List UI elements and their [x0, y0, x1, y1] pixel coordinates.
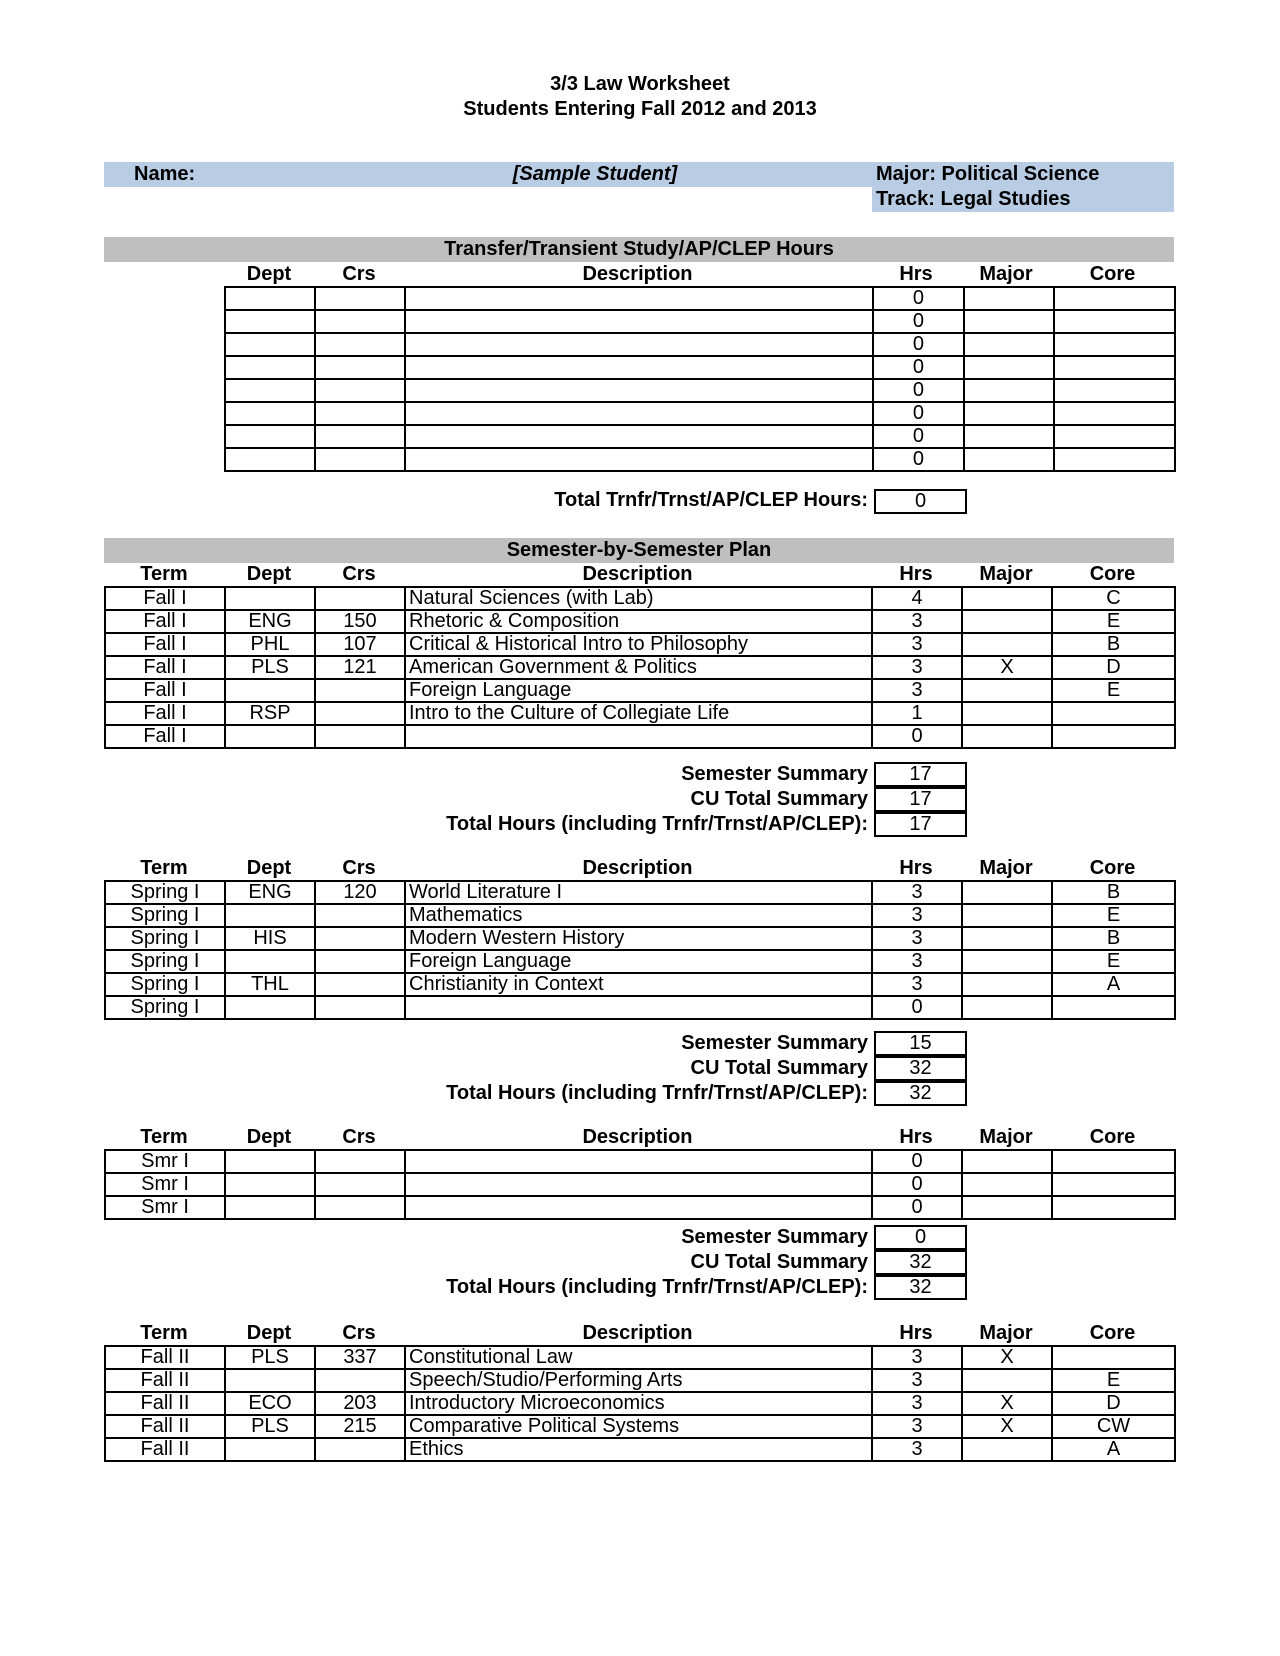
plan-header-description: Description	[582, 857, 693, 879]
cell-core[interactable]: B	[1052, 881, 1175, 904]
table-row	[105, 1392, 1175, 1415]
cell-term[interactable]: Spring I	[105, 996, 225, 1019]
cell-description[interactable]: World Literature I	[405, 881, 872, 904]
cell-hrs[interactable]: 3	[872, 927, 962, 950]
cell-hrs[interactable]: 3	[872, 1369, 962, 1392]
cell-dept[interactable]	[225, 402, 315, 425]
plan-header-core: Core	[1089, 857, 1136, 879]
cell-dept[interactable]	[225, 356, 315, 379]
plan-section-title: Semester-by-Semester Plan	[506, 539, 772, 561]
transfer-total-label: Total Trnfr/Trnst/AP/CLEP Hours:	[554, 489, 868, 511]
cell-hrs[interactable]: 3	[872, 904, 962, 927]
cell-term[interactable]: Fall II	[105, 1415, 225, 1438]
cell-description[interactable]	[405, 310, 873, 333]
cell-core[interactable]	[1052, 1173, 1175, 1196]
cell-crs[interactable]	[315, 725, 405, 748]
cell-crs[interactable]: 215	[315, 1415, 405, 1438]
cell-hrs[interactable]: 0	[873, 310, 963, 333]
transfer-table	[224, 286, 1176, 472]
table-row	[105, 973, 1175, 996]
cell-major[interactable]	[962, 610, 1052, 633]
cell-core[interactable]: C	[1052, 587, 1175, 610]
plan-header-hrs: Hrs	[899, 1322, 933, 1344]
cell-core[interactable]	[1054, 448, 1175, 471]
table-row	[225, 310, 1175, 333]
cell-hrs[interactable]: 3	[872, 610, 962, 633]
cell-dept[interactable]	[225, 448, 315, 471]
cell-major[interactable]	[962, 973, 1052, 996]
cell-description[interactable]: Constitutional Law	[405, 1346, 872, 1369]
cell-description[interactable]: American Government & Politics	[405, 656, 872, 679]
student-name: [Sample Student]	[512, 163, 678, 185]
cell-crs[interactable]	[315, 310, 405, 333]
total-hours-value: 32	[874, 1275, 967, 1300]
worksheet-subtitle: Students Entering Fall 2012 and 2013	[463, 98, 817, 120]
cell-dept[interactable]: ENG	[225, 610, 315, 633]
track-label: Track: Legal Studies	[876, 188, 1071, 210]
plan-header-dept: Dept	[246, 1322, 292, 1344]
cell-crs[interactable]	[315, 333, 405, 356]
cell-description[interactable]	[405, 448, 873, 471]
cell-description[interactable]: Comparative Political Systems	[405, 1415, 872, 1438]
plan-header-major: Major	[979, 563, 1033, 585]
cell-major[interactable]: X	[962, 656, 1052, 679]
cell-major[interactable]	[962, 679, 1052, 702]
cell-major[interactable]	[962, 1438, 1052, 1461]
table-row	[105, 950, 1175, 973]
transfer-header-core: Core	[1089, 263, 1136, 285]
cell-term[interactable]: Fall I	[105, 587, 225, 610]
cell-description[interactable]: Introductory Microeconomics	[405, 1392, 872, 1415]
cell-dept[interactable]	[225, 1369, 315, 1392]
cell-description[interactable]	[405, 356, 873, 379]
cell-major[interactable]	[964, 379, 1054, 402]
cell-crs[interactable]	[315, 1369, 405, 1392]
cell-crs[interactable]: 337	[315, 1346, 405, 1369]
table-row	[105, 1150, 1175, 1173]
cell-core[interactable]	[1054, 379, 1175, 402]
cell-crs[interactable]: 150	[315, 610, 405, 633]
cell-major[interactable]	[964, 356, 1054, 379]
cell-major[interactable]	[962, 1196, 1052, 1219]
cell-dept[interactable]: ECO	[225, 1392, 315, 1415]
semester-table	[104, 1345, 1176, 1462]
cell-dept[interactable]: THL	[225, 973, 315, 996]
cell-core[interactable]: A	[1052, 973, 1175, 996]
cell-crs[interactable]	[315, 679, 405, 702]
cell-hrs[interactable]: 0	[873, 425, 963, 448]
cell-major[interactable]	[964, 287, 1054, 310]
cell-core[interactable]: A	[1052, 1438, 1175, 1461]
cell-term[interactable]: Spring I	[105, 927, 225, 950]
cu-total-summary-label: CU Total Summary	[690, 788, 868, 810]
plan-header-hrs: Hrs	[899, 563, 933, 585]
cell-description[interactable]: Intro to the Culture of Collegiate Life	[405, 702, 872, 725]
major-label: Major: Political Science	[876, 163, 1100, 185]
cell-major[interactable]	[962, 702, 1052, 725]
cell-crs[interactable]	[315, 356, 405, 379]
cell-description[interactable]: Ethics	[405, 1438, 872, 1461]
table-row	[105, 1173, 1175, 1196]
cell-major[interactable]	[962, 881, 1052, 904]
table-row	[105, 904, 1175, 927]
plan-header-core: Core	[1089, 1126, 1136, 1148]
cell-dept[interactable]	[225, 950, 315, 973]
table-row	[105, 725, 1175, 748]
plan-header-hrs: Hrs	[899, 857, 933, 879]
semester-table	[104, 1149, 1176, 1220]
cell-hrs[interactable]: 0	[873, 333, 963, 356]
cell-core[interactable]	[1052, 996, 1175, 1019]
cell-crs[interactable]	[315, 927, 405, 950]
plan-header-description: Description	[582, 1126, 693, 1148]
plan-header-hrs: Hrs	[899, 1126, 933, 1148]
cell-hrs[interactable]: 1	[872, 702, 962, 725]
cell-major[interactable]	[962, 633, 1052, 656]
cell-crs[interactable]	[315, 425, 405, 448]
transfer-header-hrs: Hrs	[899, 263, 933, 285]
plan-header-dept: Dept	[246, 563, 292, 585]
cell-hrs[interactable]: 0	[873, 356, 963, 379]
plan-header-major: Major	[979, 1126, 1033, 1148]
plan-header-dept: Dept	[246, 857, 292, 879]
cell-description[interactable]	[405, 1173, 872, 1196]
plan-header-crs: Crs	[342, 1126, 376, 1148]
cell-hrs[interactable]: 0	[872, 1150, 962, 1173]
table-row	[105, 610, 1175, 633]
cell-major[interactable]	[962, 1173, 1052, 1196]
cell-dept[interactable]: RSP	[225, 702, 315, 725]
cell-crs[interactable]: 203	[315, 1392, 405, 1415]
total-hours-value: 32	[874, 1081, 967, 1106]
plan-header-crs: Crs	[342, 857, 376, 879]
plan-header-crs: Crs	[342, 563, 376, 585]
cell-major[interactable]	[964, 310, 1054, 333]
cell-hrs[interactable]: 4	[872, 587, 962, 610]
cell-description[interactable]: Rhetoric & Composition	[405, 610, 872, 633]
cell-description[interactable]: Christianity in Context	[405, 973, 872, 996]
cell-dept[interactable]	[225, 587, 315, 610]
semester-summary-label: Semester Summary	[681, 763, 868, 785]
cell-core[interactable]	[1054, 333, 1175, 356]
cell-description[interactable]: Foreign Language	[405, 950, 872, 973]
transfer-header-dept: Dept	[246, 263, 292, 285]
cell-crs[interactable]	[315, 950, 405, 973]
cell-term[interactable]: Fall I	[105, 610, 225, 633]
cell-crs[interactable]: 120	[315, 881, 405, 904]
cell-hrs[interactable]: 3	[872, 950, 962, 973]
cell-major[interactable]	[962, 996, 1052, 1019]
cu-total-summary-value: 32	[874, 1056, 967, 1081]
cell-hrs[interactable]: 0	[873, 287, 963, 310]
cell-hrs[interactable]: 3	[872, 1346, 962, 1369]
cell-hrs[interactable]: 3	[872, 1438, 962, 1461]
cell-term[interactable]: Smr I	[105, 1196, 225, 1219]
cell-dept[interactable]: ENG	[225, 881, 315, 904]
cell-dept[interactable]	[225, 904, 315, 927]
total-hours-label: Total Hours (including Trnfr/Trnst/AP/CLEP):	[446, 813, 868, 835]
cell-description[interactable]	[405, 287, 873, 310]
cell-dept[interactable]	[225, 1438, 315, 1461]
plan-header-term: Term	[140, 857, 188, 879]
cell-core[interactable]	[1054, 425, 1175, 448]
cell-description[interactable]	[405, 425, 873, 448]
cell-crs[interactable]	[315, 1438, 405, 1461]
plan-header-description: Description	[582, 1322, 693, 1344]
cu-total-summary-value: 17	[874, 787, 967, 812]
cell-term[interactable]: Fall II	[105, 1369, 225, 1392]
cell-description[interactable]: Speech/Studio/Performing Arts	[405, 1369, 872, 1392]
table-row	[105, 679, 1175, 702]
cell-major[interactable]	[962, 725, 1052, 748]
cell-core[interactable]	[1052, 1150, 1175, 1173]
cell-crs[interactable]	[315, 402, 405, 425]
semester-table	[104, 880, 1176, 1020]
cell-major[interactable]	[962, 1150, 1052, 1173]
plan-header-crs: Crs	[342, 1322, 376, 1344]
plan-header-description: Description	[582, 563, 693, 585]
cell-hrs[interactable]: 0	[873, 402, 963, 425]
transfer-section-title: Transfer/Transient Study/AP/CLEP Hours	[444, 238, 834, 260]
cell-description[interactable]	[405, 402, 873, 425]
cell-crs[interactable]	[315, 996, 405, 1019]
cell-term[interactable]: Fall I	[105, 702, 225, 725]
table-row	[225, 448, 1175, 471]
cell-dept[interactable]: PLS	[225, 656, 315, 679]
table-row	[225, 402, 1175, 425]
cell-term[interactable]: Fall I	[105, 656, 225, 679]
table-row	[105, 633, 1175, 656]
cell-dept[interactable]: PLS	[225, 1346, 315, 1369]
transfer-header-major: Major	[979, 263, 1033, 285]
cell-core[interactable]: B	[1052, 927, 1175, 950]
cell-hrs[interactable]: 0	[872, 1196, 962, 1219]
cell-description[interactable]: Natural Sciences (with Lab)	[405, 587, 872, 610]
plan-header-dept: Dept	[246, 1126, 292, 1148]
cell-core[interactable]: E	[1052, 1369, 1175, 1392]
cell-major[interactable]	[964, 333, 1054, 356]
cell-core[interactable]: D	[1052, 1392, 1175, 1415]
cell-dept[interactable]	[225, 725, 315, 748]
semester-summary-label: Semester Summary	[681, 1032, 868, 1054]
cell-core[interactable]	[1052, 1196, 1175, 1219]
total-hours-label: Total Hours (including Trnfr/Trnst/AP/CLEP):	[446, 1276, 868, 1298]
table-row	[105, 927, 1175, 950]
cell-major[interactable]	[962, 904, 1052, 927]
cell-dept[interactable]	[225, 996, 315, 1019]
cell-dept[interactable]	[225, 1196, 315, 1219]
cell-description[interactable]	[405, 725, 872, 748]
cell-description[interactable]	[405, 333, 873, 356]
name-label: Name:	[134, 163, 196, 185]
cell-crs[interactable]: 107	[315, 633, 405, 656]
plan-header-term: Term	[140, 563, 188, 585]
cell-crs[interactable]	[315, 1173, 405, 1196]
cell-core[interactable]: D	[1052, 656, 1175, 679]
worksheet-title: 3/3 Law Worksheet	[550, 73, 730, 95]
plan-header-term: Term	[140, 1322, 188, 1344]
cell-dept[interactable]	[225, 287, 315, 310]
table-row	[225, 356, 1175, 379]
cu-total-summary-value: 32	[874, 1250, 967, 1275]
transfer-total-value: 0	[874, 489, 967, 514]
cell-hrs[interactable]: 0	[872, 1173, 962, 1196]
table-row	[105, 587, 1175, 610]
plan-header-major: Major	[979, 1322, 1033, 1344]
cell-hrs[interactable]: 0	[873, 448, 963, 471]
table-row	[225, 379, 1175, 402]
cell-core[interactable]: CW	[1052, 1415, 1175, 1438]
cell-core[interactable]	[1054, 402, 1175, 425]
plan-header-major: Major	[979, 857, 1033, 879]
cell-core[interactable]: B	[1052, 633, 1175, 656]
cell-hrs[interactable]: 3	[872, 656, 962, 679]
cell-crs[interactable]	[315, 287, 405, 310]
cell-major[interactable]	[962, 950, 1052, 973]
cell-description[interactable]: Modern Western History	[405, 927, 872, 950]
cell-hrs[interactable]: 3	[872, 1392, 962, 1415]
semester-summary-value: 15	[874, 1031, 967, 1056]
cell-core[interactable]: E	[1052, 610, 1175, 633]
cell-major[interactable]	[962, 927, 1052, 950]
table-row	[105, 881, 1175, 904]
cell-dept[interactable]	[225, 679, 315, 702]
cell-major[interactable]: X	[962, 1392, 1052, 1415]
cell-description[interactable]	[405, 379, 873, 402]
plan-header-core: Core	[1089, 1322, 1136, 1344]
cell-hrs[interactable]: 3	[872, 881, 962, 904]
cell-core[interactable]: E	[1052, 679, 1175, 702]
cell-term[interactable]: Fall II	[105, 1438, 225, 1461]
transfer-header-description: Description	[582, 263, 693, 285]
cell-description[interactable]: Foreign Language	[405, 679, 872, 702]
table-row	[105, 1369, 1175, 1392]
table-row	[105, 1196, 1175, 1219]
cell-description[interactable]	[405, 1196, 872, 1219]
cell-term[interactable]: Spring I	[105, 973, 225, 996]
cell-major[interactable]	[964, 402, 1054, 425]
cell-term[interactable]: Fall II	[105, 1346, 225, 1369]
cell-term[interactable]: Fall I	[105, 725, 225, 748]
table-row	[105, 656, 1175, 679]
cell-core[interactable]	[1054, 310, 1175, 333]
cell-hrs[interactable]: 3	[872, 633, 962, 656]
table-row	[225, 333, 1175, 356]
cell-major[interactable]: X	[962, 1415, 1052, 1438]
cell-hrs[interactable]: 3	[872, 679, 962, 702]
table-row	[105, 1415, 1175, 1438]
cell-description[interactable]	[405, 996, 872, 1019]
cell-dept[interactable]	[225, 379, 315, 402]
cell-dept[interactable]	[225, 425, 315, 448]
plan-header-core: Core	[1089, 563, 1136, 585]
cell-core[interactable]: E	[1052, 950, 1175, 973]
cell-dept[interactable]	[225, 1150, 315, 1173]
table-row	[105, 702, 1175, 725]
total-hours-value: 17	[874, 812, 967, 837]
cell-term[interactable]: Spring I	[105, 881, 225, 904]
cell-core[interactable]	[1054, 356, 1175, 379]
plan-header-term: Term	[140, 1126, 188, 1148]
table-row	[105, 996, 1175, 1019]
cell-dept[interactable]: HIS	[225, 927, 315, 950]
cell-dept[interactable]	[225, 333, 315, 356]
semester-table	[104, 586, 1176, 749]
cell-major[interactable]: X	[962, 1346, 1052, 1369]
cell-dept[interactable]: PHL	[225, 633, 315, 656]
cell-crs[interactable]	[315, 702, 405, 725]
cell-crs[interactable]	[315, 1150, 405, 1173]
cell-major[interactable]	[962, 587, 1052, 610]
cell-core[interactable]	[1054, 287, 1175, 310]
cell-major[interactable]	[962, 1369, 1052, 1392]
cell-core[interactable]	[1052, 702, 1175, 725]
cell-term[interactable]: Spring I	[105, 950, 225, 973]
cell-crs[interactable]	[315, 587, 405, 610]
cell-core[interactable]: E	[1052, 904, 1175, 927]
cell-term[interactable]: Fall I	[105, 633, 225, 656]
cell-term[interactable]: Fall II	[105, 1392, 225, 1415]
cell-dept[interactable]	[225, 1173, 315, 1196]
semester-summary-value: 0	[874, 1225, 967, 1250]
cell-major[interactable]	[964, 448, 1054, 471]
cell-hrs[interactable]: 0	[872, 996, 962, 1019]
cell-crs[interactable]	[315, 448, 405, 471]
cell-dept[interactable]: PLS	[225, 1415, 315, 1438]
cell-crs[interactable]	[315, 904, 405, 927]
cell-hrs[interactable]: 3	[872, 1415, 962, 1438]
cu-total-summary-label: CU Total Summary	[690, 1251, 868, 1273]
cell-core[interactable]	[1052, 1346, 1175, 1369]
cell-hrs[interactable]: 0	[872, 725, 962, 748]
cell-crs[interactable]: 121	[315, 656, 405, 679]
cell-term[interactable]: Spring I	[105, 904, 225, 927]
table-row	[105, 1438, 1175, 1461]
cell-hrs[interactable]: 0	[873, 379, 963, 402]
cell-description[interactable]: Mathematics	[405, 904, 872, 927]
cell-term[interactable]: Fall I	[105, 679, 225, 702]
table-row	[225, 425, 1175, 448]
semester-summary-value: 17	[874, 762, 967, 787]
semester-summary-label: Semester Summary	[681, 1226, 868, 1248]
cell-description[interactable]	[405, 1150, 872, 1173]
cell-core[interactable]	[1052, 725, 1175, 748]
cell-dept[interactable]	[225, 310, 315, 333]
total-hours-label: Total Hours (including Trnfr/Trnst/AP/CLEP):	[446, 1082, 868, 1104]
cell-major[interactable]	[964, 425, 1054, 448]
cu-total-summary-label: CU Total Summary	[690, 1057, 868, 1079]
cell-crs[interactable]	[315, 1196, 405, 1219]
cell-crs[interactable]	[315, 379, 405, 402]
cell-term[interactable]: Smr I	[105, 1150, 225, 1173]
table-row	[105, 1346, 1175, 1369]
cell-term[interactable]: Smr I	[105, 1173, 225, 1196]
table-row	[225, 287, 1175, 310]
cell-hrs[interactable]: 3	[872, 973, 962, 996]
transfer-header-crs: Crs	[342, 263, 376, 285]
cell-crs[interactable]	[315, 973, 405, 996]
cell-description[interactable]: Critical & Historical Intro to Philosophy	[405, 633, 872, 656]
